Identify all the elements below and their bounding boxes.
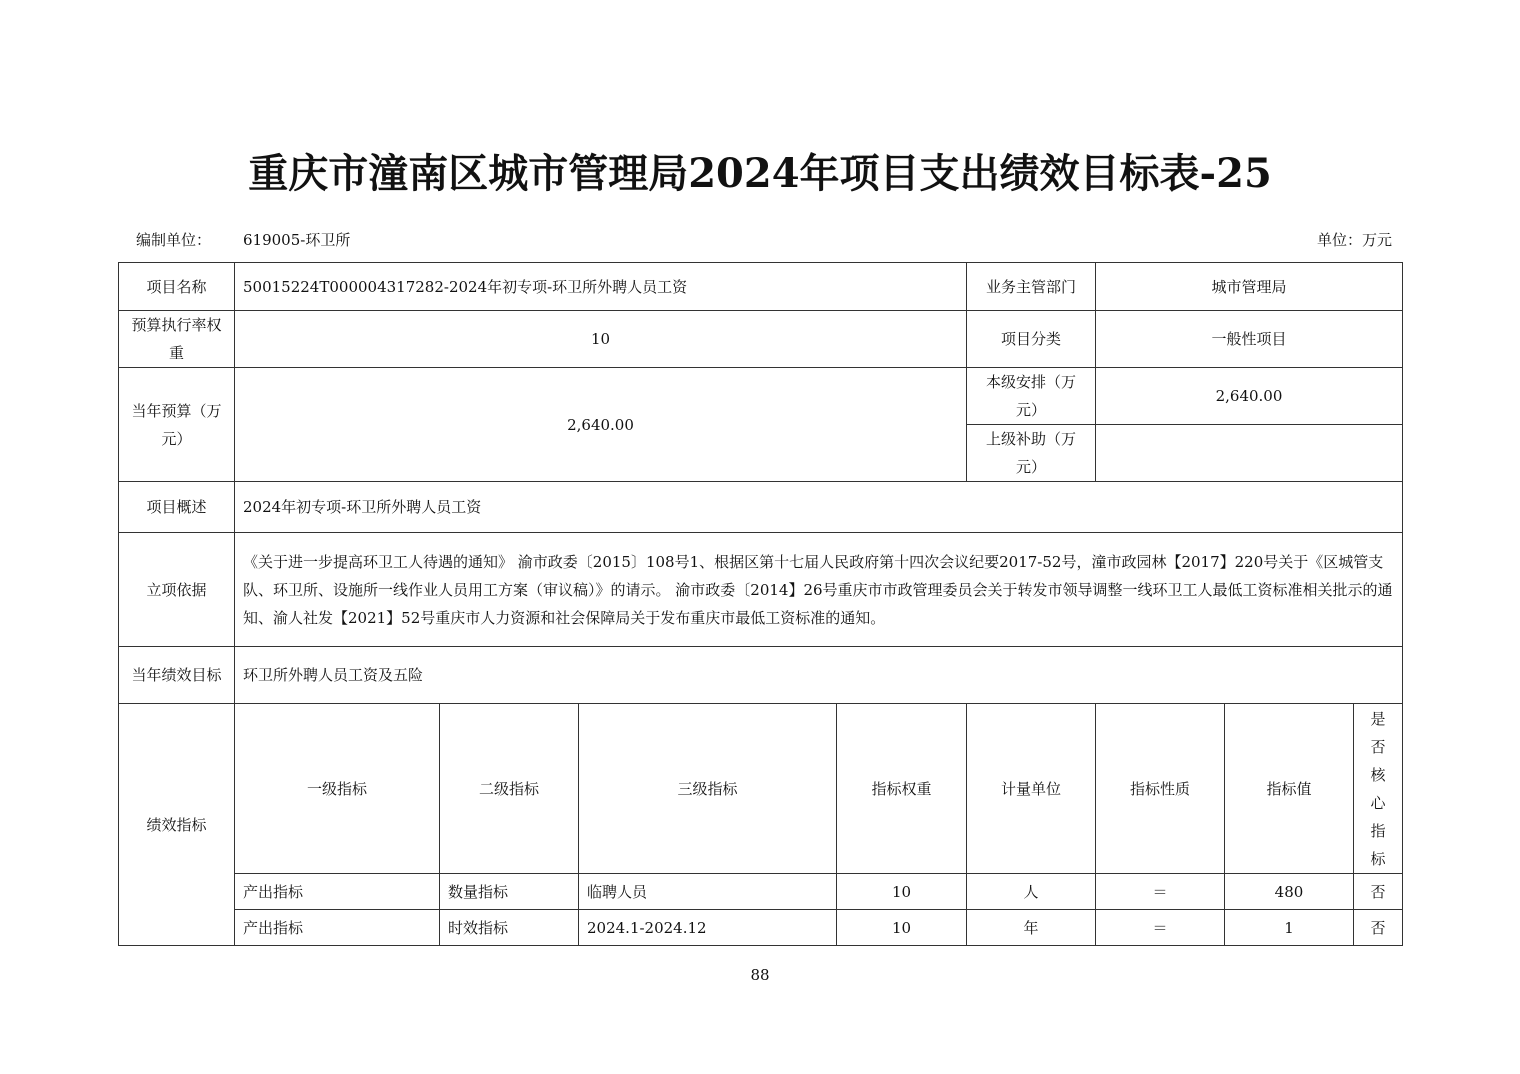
project-overview-label: 项目概述 [119,482,235,533]
currency-unit: 单位：万元 [1316,231,1392,249]
header-level3: 三级指标 [579,704,837,874]
compiling-unit-label: 编制单位： [136,231,212,249]
header-unit: 计量单位 [967,704,1096,874]
header-level1: 一级指标 [235,704,440,874]
header-weight: 指标权重 [837,704,967,874]
department-value: 城市管理局 [1096,263,1403,311]
row2-level2: 时效指标 [440,910,579,946]
local-arrangement-label: 本级安排（万元） [967,368,1096,425]
page-number: 88 [750,966,770,984]
project-category-label: 项目分类 [967,311,1096,368]
table-row [119,910,1403,946]
compiling-unit-value: 619005-环卫所 [243,231,351,249]
row2-value: 1 [1225,910,1354,946]
annual-goal-label: 当年绩效目标 [119,647,235,704]
header-level2: 二级指标 [440,704,579,874]
row1-weight: 10 [837,874,967,910]
row2-nature: ＝ [1096,910,1225,946]
row1-nature: ＝ [1096,874,1225,910]
annual-budget-label: 当年预算（万元） [119,368,235,482]
header-core-text: 是否核心指标 [1370,709,1386,868]
project-name-label: 项目名称 [119,263,235,311]
execution-weight-label: 预算执行率权重 [119,311,235,368]
upper-subsidy-label: 上级补助（万元） [967,425,1096,482]
row1-level2: 数量指标 [440,874,579,910]
row1-level3: 临聘人员 [579,874,837,910]
project-name-value: 50015224T000004317282-2024年初专项-环卫所外聘人员工资 [235,263,967,311]
table-row [119,874,1403,910]
project-overview-value: 2024年初专项-环卫所外聘人员工资 [235,482,1403,533]
annual-budget-value: 2,640.00 [235,368,967,482]
header-value: 指标值 [1225,704,1354,874]
performance-indicator-label: 绩效指标 [119,704,235,946]
row1-core: 否 [1354,874,1403,910]
row2-level3: 2024.1-2024.12 [579,910,837,946]
project-basis-label: 立项依据 [119,533,235,647]
row2-core: 否 [1354,910,1403,946]
row1-value: 480 [1225,874,1354,910]
annual-goal-value: 环卫所外聘人员工资及五险 [235,647,1403,704]
upper-subsidy-value [1096,425,1403,482]
row1-level1: 产出指标 [235,874,440,910]
row2-unit: 年 [967,910,1096,946]
project-basis-value: 《关于进一步提高环卫工人待遇的通知》 渝市政委〔2015〕108号1、根据区第十七届人民政府第十四次会议纪要2017-52号，潼市政园林【2017】220号关于《区城管支队、环卫所、设施所一线作业人员用工方案（审议稿）》的请示。 渝市政委〔2014】26号重庆市市政管理委员会关于转发市领导调整一线环卫工人最低工资标准相关批示的通知、渝人社发【2021】52号重庆市人力资源和社会保障局关于发布重庆市最低工资标准的通知。 [235,533,1403,647]
execution-weight-value: 10 [235,311,967,368]
header-core [1354,704,1403,874]
header-nature: 指标性质 [1096,704,1225,874]
performance-target-table [118,262,1403,946]
row1-unit: 人 [967,874,1096,910]
department-label: 业务主管部门 [967,263,1096,311]
local-arrangement-value: 2,640.00 [1096,368,1403,425]
project-category-value: 一般性项目 [1096,311,1403,368]
page-title: 重庆市潼南区城市管理局2024年项目支出绩效目标表-25 [248,150,1272,197]
row2-weight: 10 [837,910,967,946]
row2-level1: 产出指标 [235,910,440,946]
